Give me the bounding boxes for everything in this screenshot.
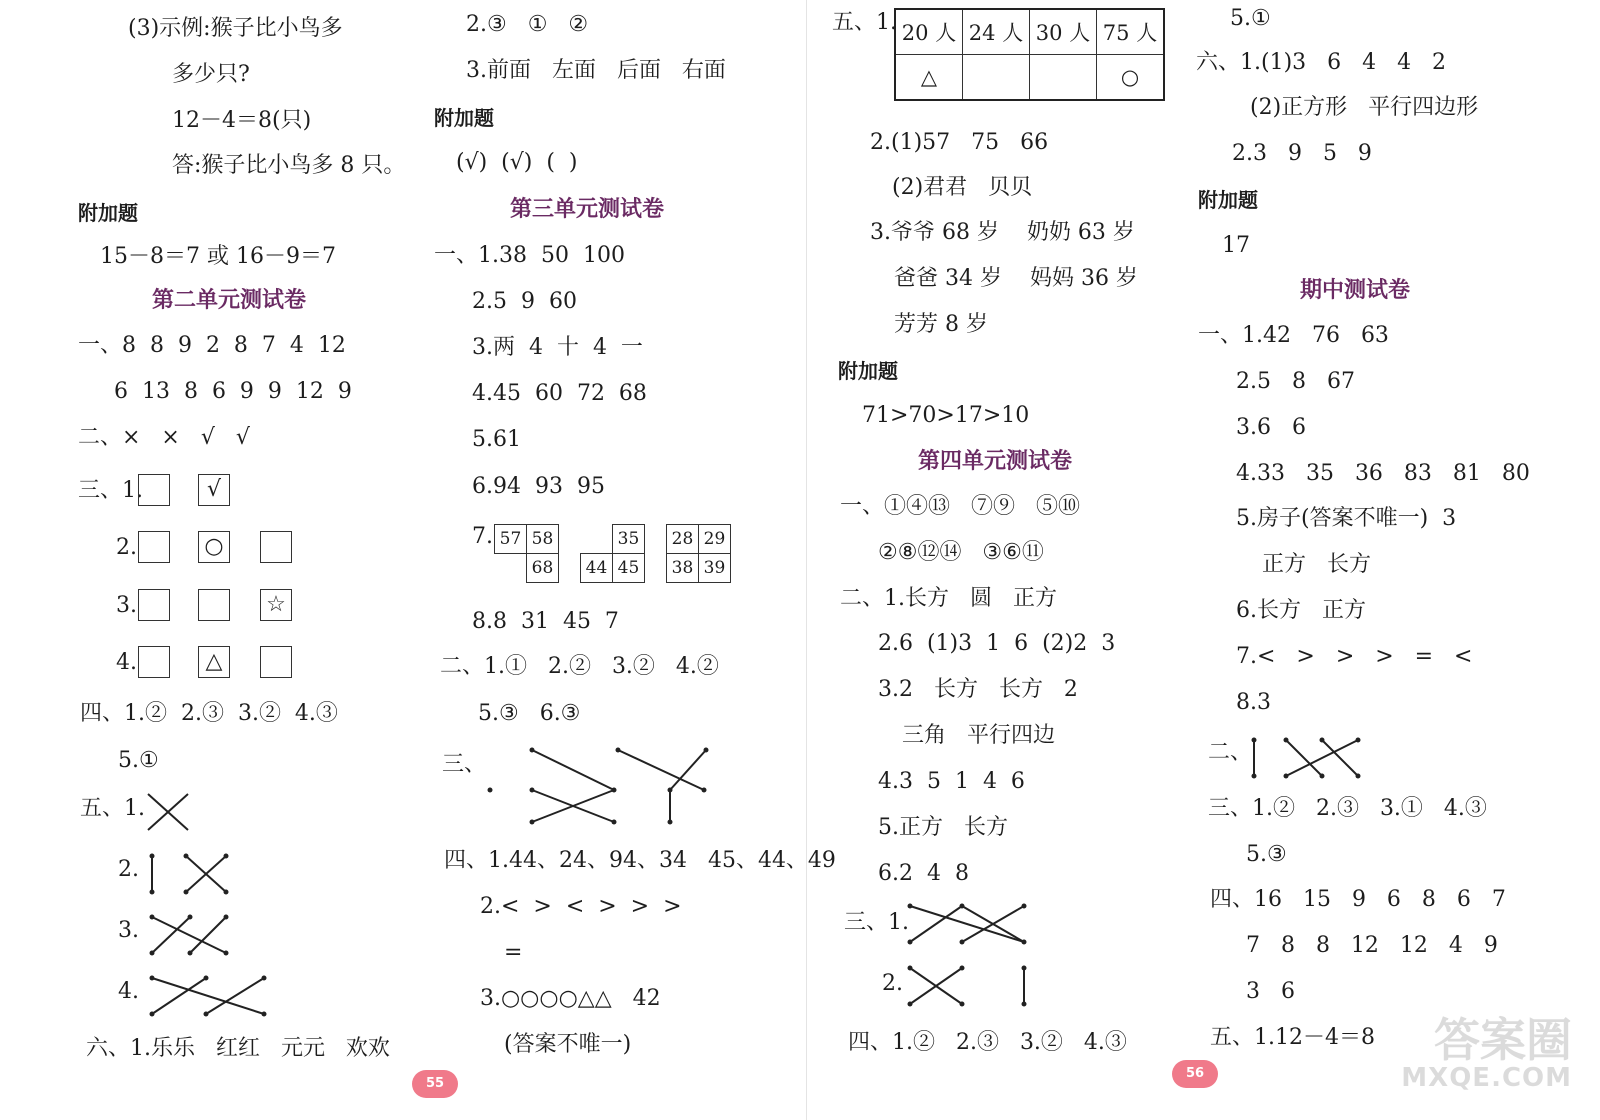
matching-lines <box>146 974 276 1018</box>
number-cell: 39 <box>698 553 731 583</box>
answer-box <box>138 531 170 563</box>
answer-line: (2)正方形 平行四边形 <box>1250 95 1479 120</box>
table-cell: 20 人 <box>895 9 963 55</box>
answer-line: = <box>504 940 523 965</box>
answer-box <box>198 589 230 621</box>
answer-label: 二、 <box>1208 740 1253 765</box>
answer-line: 6.长方 正方 <box>1236 598 1366 623</box>
answer-line: 5.61 <box>472 427 521 452</box>
answer-line: 一、①④⑬ ⑦⑨ ⑤⑩ <box>840 494 1080 519</box>
answer-line: 一、1.38 50 100 <box>434 243 625 268</box>
answer-line: 芳芳 8 岁 <box>894 312 988 337</box>
answer-line: 12－4＝8(只) <box>172 108 312 133</box>
answer-line: 四、1.44、24、94、34 45、44、49 <box>444 848 836 873</box>
answer-line: 6 13 8 6 9 9 12 9 <box>114 379 352 404</box>
answer-box: ○ <box>198 531 230 563</box>
answer-line: 5.③ 6.③ <box>478 701 581 726</box>
extra-question-heading: 附加题 <box>1198 188 1258 212</box>
section-title: 第四单元测试卷 <box>918 449 1073 474</box>
answer-label: 五、1. <box>80 796 145 821</box>
answer-line: 15－8＝7 或 16－9＝7 <box>100 244 336 269</box>
answer-line: 6.94 93 95 <box>472 474 605 499</box>
answer-line: 4.3 5 1 4 6 <box>878 769 1025 794</box>
extra-question-heading: 附加题 <box>838 359 898 383</box>
answer-line: 3.爷爷 68 岁 奶奶 63 岁 <box>870 220 1135 245</box>
answer-box <box>138 474 170 506</box>
answer-line: 17 <box>1222 233 1250 258</box>
answer-line: 2.< > < > > > <box>480 894 682 919</box>
answer-box <box>138 589 170 621</box>
answer-label: 三、1. <box>844 910 909 935</box>
answer-line: 6.2 4 8 <box>878 861 969 886</box>
answer-table <box>894 8 1165 101</box>
answer-line: 2.③ ① ② <box>466 12 589 37</box>
answer-line: 正方 长方 <box>1262 552 1371 577</box>
watermark-logo <box>1401 1013 1572 1093</box>
answer-box: △ <box>198 646 230 678</box>
answer-line: 六、1.乐乐 红红 元元 欢欢 <box>86 1036 390 1061</box>
answer-line: 六、1.(1)3 6 4 4 2 <box>1196 50 1447 75</box>
answer-label: 7. <box>472 524 493 549</box>
answer-line: 4.33 35 36 83 81 80 <box>1236 461 1530 486</box>
watermark-text: 答案圈 <box>1434 1013 1572 1067</box>
answer-label: 五、1. <box>832 10 897 35</box>
answer-line: ②⑧⑫⑭ ③⑥⑪ <box>878 540 1044 565</box>
matching-lines <box>146 913 236 957</box>
answer-line: 3.2 长方 长方 2 <box>878 677 1078 702</box>
table-cell: 24 人 <box>963 9 1030 55</box>
answer-line: 3.两 4 十 4 一 <box>472 335 643 360</box>
answer-line: 三、1.② 2.③ 3.① 4.③ <box>1208 796 1487 821</box>
column-2 <box>430 0 836 1120</box>
number-cell: 38 <box>666 553 699 583</box>
page-number: 56 <box>1172 1060 1218 1088</box>
answer-box <box>260 646 292 678</box>
answer-line: 7 8 8 12 12 4 9 <box>1246 933 1498 958</box>
matching-lines <box>1250 736 1370 780</box>
table-cell: 75 人 <box>1097 9 1165 55</box>
answer-line: 4.45 60 72 68 <box>472 381 647 406</box>
column-3 <box>806 0 1196 1120</box>
section-title: 期中测试卷 <box>1300 278 1411 303</box>
answer-label: 三、 <box>442 752 487 777</box>
number-cell: 68 <box>526 553 559 583</box>
watermark-url: MXQE.COM <box>1401 1063 1572 1093</box>
answer-line: 2.5 8 67 <box>1236 369 1355 394</box>
answer-line: 一、1.42 76 63 <box>1198 323 1389 348</box>
answer-line: 3.○○○○△△ 42 <box>480 986 661 1011</box>
answer-line: (2)君君 贝贝 <box>892 175 1033 200</box>
answer-line: 三角 平行四边 <box>902 723 1055 748</box>
number-cell: 29 <box>698 524 731 554</box>
number-cell: 57 <box>494 524 527 554</box>
number-cell: 44 <box>580 553 613 583</box>
answer-line: 5.正方 长方 <box>878 815 1008 840</box>
table-cell: 30 人 <box>1030 9 1097 55</box>
answer-label: 3. <box>118 918 139 943</box>
page-number: 55 <box>412 1070 458 1098</box>
answer-box <box>260 531 292 563</box>
section-title: 第二单元测试卷 <box>152 288 307 313</box>
answer-line: 3.6 6 <box>1236 415 1306 440</box>
answer-line: 5.① <box>1230 6 1271 31</box>
answer-box <box>138 646 170 678</box>
table-cell <box>1030 55 1097 101</box>
section-title: 第三单元测试卷 <box>510 197 665 222</box>
answer-line: 二、1.① 2.② 3.② 4.② <box>440 654 719 679</box>
matching-lines <box>906 964 1036 1008</box>
answer-label: 2. <box>118 857 139 882</box>
answer-line: 5.③ <box>1246 842 1287 867</box>
extra-question-heading: 附加题 <box>78 201 138 225</box>
answer-box: ☆ <box>260 589 292 621</box>
column-1 <box>0 0 430 1120</box>
answer-line: 爸爸 34 岁 妈妈 36 岁 <box>894 266 1138 291</box>
answer-line: 四、1.② 2.③ 3.② 4.③ <box>848 1030 1127 1055</box>
answer-line: 7.< > > > = < <box>1236 644 1473 669</box>
answer-box: √ <box>198 474 230 506</box>
matching-lines <box>482 746 722 826</box>
answer-line: 3.前面 左面 后面 右面 <box>466 58 726 83</box>
answer-line: 3 6 <box>1246 979 1295 1004</box>
answer-label: 4. <box>116 650 137 675</box>
answer-label: 2. <box>116 535 137 560</box>
answer-line: 四、1.② 2.③ 3.② 4.③ <box>80 701 338 726</box>
answer-line: 8.3 <box>1236 690 1271 715</box>
answer-line: 二、× × √ √ <box>78 425 250 450</box>
answer-line: 8.8 31 45 7 <box>472 609 619 634</box>
table-cell <box>963 55 1030 101</box>
answer-line: 71>70>17>10 <box>862 403 1030 428</box>
answer-line: 五、1.12－4＝8 <box>1210 1025 1375 1050</box>
matching-lines <box>144 790 194 834</box>
extra-question-heading: 附加题 <box>434 106 494 130</box>
matching-lines <box>146 852 236 896</box>
answer-line: (答案不唯一) <box>504 1032 632 1057</box>
number-cell: 58 <box>526 524 559 554</box>
answer-line: 5.房子(答案不唯一) 3 <box>1236 506 1457 531</box>
answer-line: 二、1.长方 圆 正方 <box>840 586 1057 611</box>
answer-line: 多少只? <box>172 62 250 87</box>
answer-label: 3. <box>116 593 137 618</box>
answer-line: 四、16 15 9 6 8 6 7 <box>1210 887 1506 912</box>
answer-label: 4. <box>118 979 139 1004</box>
number-cell: 35 <box>612 524 645 554</box>
answer-label: 三、1. <box>78 478 143 503</box>
table-cell: △ <box>895 55 963 101</box>
column-4 <box>1196 0 1600 1120</box>
number-cell: 45 <box>612 553 645 583</box>
answer-line: 2.6 (1)3 1 6 (2)2 3 <box>878 631 1116 656</box>
answer-line: (√) (√) ( ) <box>456 150 578 175</box>
answer-line: 答:猴子比小鸟多 8 只。 <box>172 153 406 178</box>
answer-label: 2. <box>882 971 903 996</box>
answer-line: 2.5 9 60 <box>472 289 577 314</box>
answer-line: 2.(1)57 75 66 <box>870 130 1049 155</box>
answer-line: 一、8 8 9 2 8 7 4 12 <box>78 333 346 358</box>
number-cell: 28 <box>666 524 699 554</box>
answer-line: 5.① <box>118 748 159 773</box>
matching-lines <box>906 902 1036 946</box>
table-cell: ○ <box>1097 55 1165 101</box>
answer-line: 2.3 9 5 9 <box>1232 141 1372 166</box>
answer-line: (3)示例:猴子比小鸟多 <box>128 16 343 41</box>
